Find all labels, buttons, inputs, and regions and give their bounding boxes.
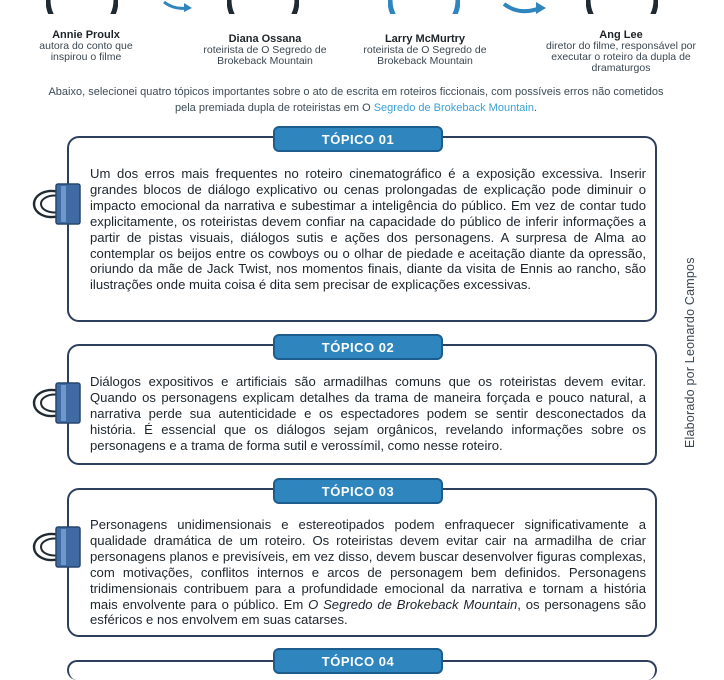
topic-text: Um dos erros mais frequentes no roteiro cinematográfico é a exposição excessiva. Inserir grandes blocos de diálogo explicativo ou cenas prolongadas de explicação pode diminuir o impacto emocional da narrativa e subestimar a inteligência do público. Em vez de contar tudo explicitamente, os roteiristas devem confiar na capacidade do público de inferir informações a partir de pistas visuais, diálogos sutis e ações dos personagens. A surpresa de Alma ao contemplar os beijos entre os cowboys ou o olhar de piedade e aceitação diante da opressão, oriundo da mãe de Jack Twist, nos momentos finais, diante da visita de Ennis ao rancho, são ilustrações onde muita coisa é dita sem precisar de explicações excessivas. — [90, 166, 646, 293]
person-diana-ossana — [190, 33, 340, 67]
side-credit: Elaborado por Leonardo Campos — [683, 257, 697, 448]
topic-label: TÓPICO 01 — [273, 126, 443, 152]
film-title: O Segredo de Brokeback Mountain — [308, 596, 518, 612]
person-role: roteirista de O Segredo de Brokeback Mountain — [203, 44, 327, 67]
topic-card-02 — [67, 344, 657, 465]
person-name: Diana Ossana — [228, 33, 302, 45]
person-role: autora do conto que inspirou o filme — [39, 40, 133, 63]
topic-card-01 — [67, 136, 657, 322]
arrow-icon — [500, 0, 550, 18]
intro-end: . — [533, 102, 537, 114]
topic-card-03 — [67, 488, 657, 637]
person-role: roteirista de O Segredo de Brokeback Mountain — [363, 44, 487, 67]
portrait-circle-ang — [586, 0, 658, 14]
person-name: Larry McMurtry — [384, 33, 466, 45]
person-name: Annie Proulx — [52, 29, 120, 41]
topic-text-main: Personagens unidimensionais e estereotipados podem enfraquecer significativamente a qualidade dramática de um roteiro. Os roteiristas devem evitar cair na armadilha de criar personagens planos e previsíveis, em vez disso, devem buscar desenvolver figuras complexas, com motivações, conflitos internos e arcos de personagem bem definidos. Personagens tridimensionais contribuem para a profundidade emocional da narrativa e tornam a história mais envolvente para o público. Em — [90, 517, 646, 612]
arrow-icon — [160, 0, 200, 16]
portrait-circle-larry — [388, 0, 460, 14]
binder-clip-icon — [30, 525, 82, 569]
intro-paragraph — [40, 84, 672, 116]
person-larry-mcmurtry — [348, 33, 502, 67]
person-ang-lee — [538, 29, 704, 74]
person-annie-proulx — [14, 29, 158, 63]
topic-text-end: , os personagens são esféricos e nos envolvem em suas catarses. — [90, 596, 646, 628]
person-role: diretor do filme, responsável por executar o roteiro da dupla de dramaturgos — [546, 40, 696, 74]
intro-text: Abaixo, selecionei quatro tópicos importantes sobre o ato de escrita em roteiros ficcionais, com possíveis erros não cometidos pela premiada dupla de roteiristas em O — [48, 86, 664, 114]
binder-clip-icon — [30, 381, 82, 425]
topic-label: TÓPICO 03 — [273, 478, 443, 504]
portrait-circle-annie — [46, 0, 118, 14]
topic-label: TÓPICO 02 — [273, 334, 443, 360]
portrait-circle-diana — [227, 0, 299, 14]
topic-text: Diálogos expositivos e artificiais são armadilhas comuns que os roteiristas devem evitar. Quando os personagens explicam detalhes da trama de maneira forçada e pouco natural, a narrativa perde sua autenticidade e os espectadores podem se sentir desconectados da história. É essencial que os diálogos sejam orgânicos, revelando informações sobre os personagens e a trama de forma sutil e verossímil, como nesse roteiro. — [90, 374, 646, 453]
intro-link[interactable]: Segredo de Brokeback Mountain — [373, 102, 534, 114]
topic-text — [90, 517, 646, 628]
topic-label: TÓPICO 04 — [273, 648, 443, 674]
binder-clip-icon — [30, 182, 82, 226]
person-name: Ang Lee — [599, 29, 643, 41]
